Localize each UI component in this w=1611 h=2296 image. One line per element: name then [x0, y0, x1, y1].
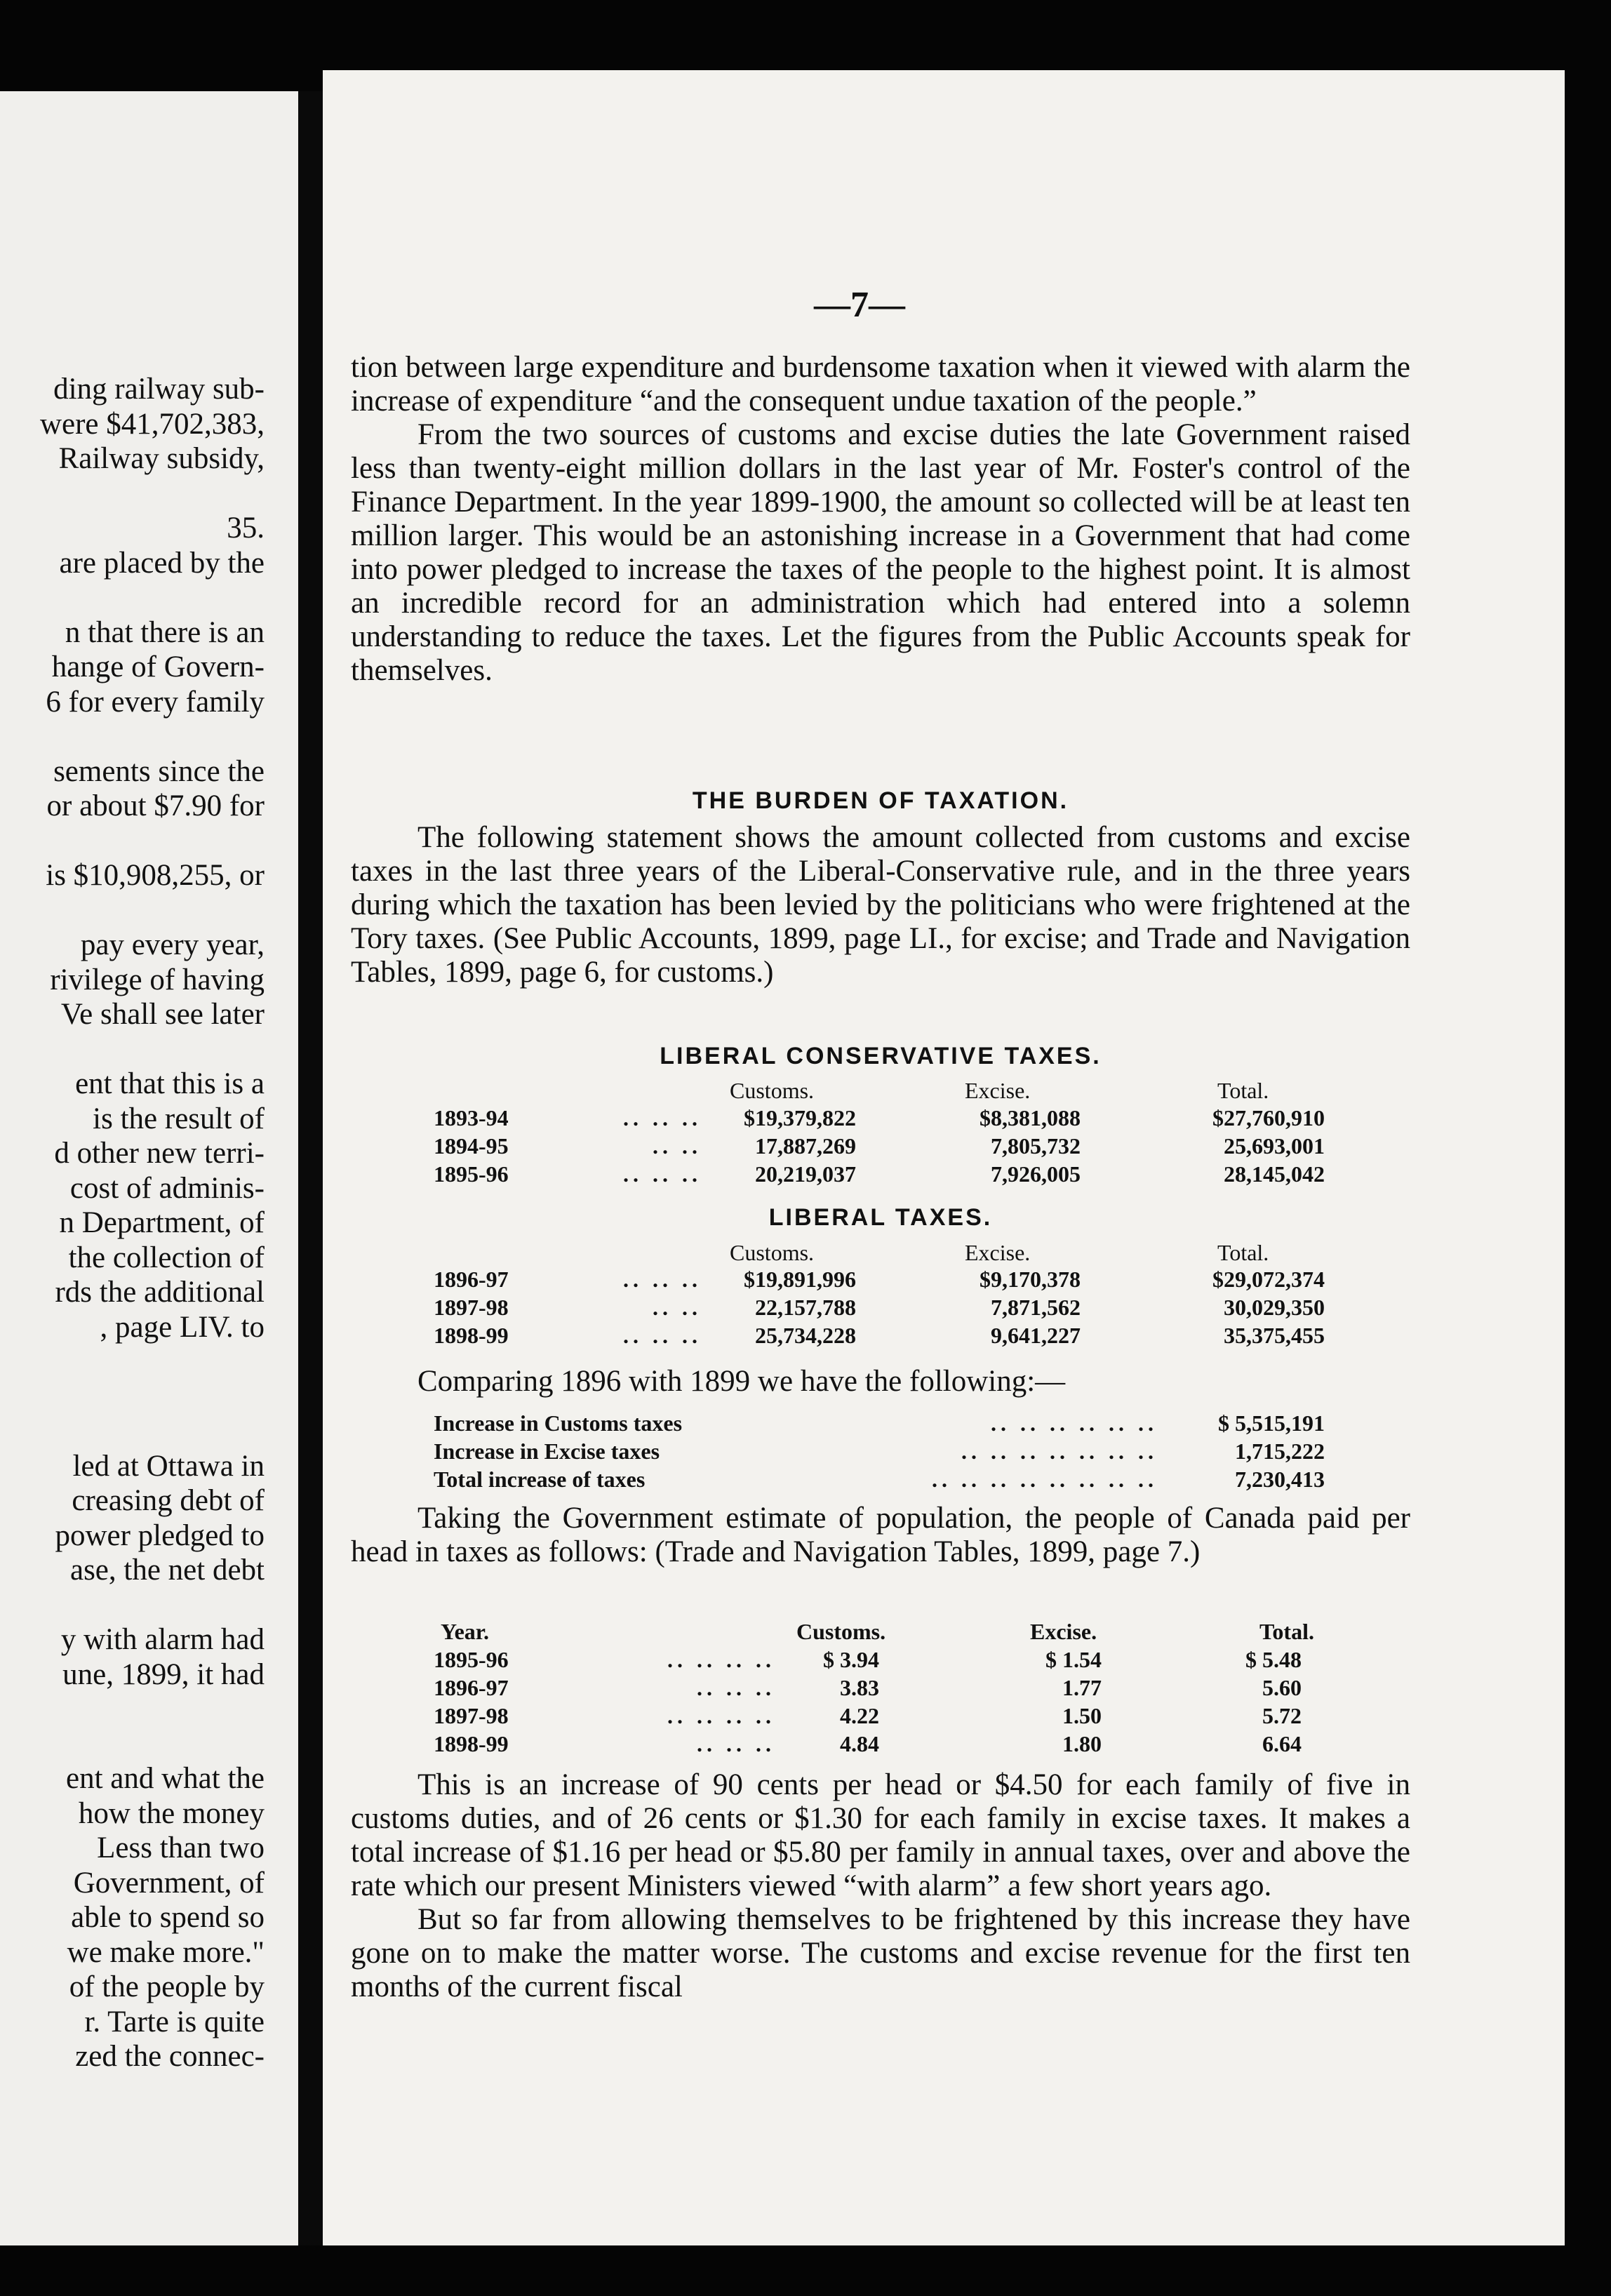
paragraph-continuation: tion between large expenditure and burdensome taxation when it viewed with alarm the increase of expenditure “and the consequent undue taxation of the people.” [351, 351, 1410, 418]
total-cell: $ 5.48 [1245, 1647, 1302, 1672]
left-page-line: of the people by [69, 1970, 265, 2003]
table-row [0, 1321, 1611, 1349]
table-row [0, 1132, 1611, 1160]
leader-dots: .. .. [653, 1295, 702, 1320]
leader-dots: .. .. .. [697, 1675, 775, 1700]
column-header-excise: Excise. [965, 1240, 1031, 1265]
compare-line: Comparing 1896 with 1899 we have the following:— [417, 1365, 1066, 1398]
column-header-customs: Customs. [796, 1619, 886, 1644]
leader-dots: .. .. .. [623, 1323, 702, 1348]
leader-dots: .. .. .. .. [667, 1703, 775, 1728]
total-cell: 5.60 [1262, 1675, 1302, 1700]
increase-label: Increase in Customs taxes [434, 1410, 683, 1436]
population-text [351, 1502, 1410, 1569]
table-row [0, 1293, 1611, 1321]
heading-liberal-conservative-taxes: LIBERAL CONSERVATIVE TAXES. [660, 1043, 1102, 1069]
left-page-line: pay every year, [80, 928, 265, 961]
increase-row [0, 1465, 1611, 1493]
excise-cell: 7,926,005 [991, 1161, 1081, 1187]
customs-cell: $19,891,996 [744, 1267, 856, 1292]
increase-value: 1,715,222 [1235, 1439, 1325, 1464]
left-page-line: Railway subsidy, [58, 442, 265, 475]
left-page-line: n Department, of [59, 1206, 265, 1239]
left-page-line: how the money [78, 1796, 265, 1830]
left-page-line: creasing debt of [72, 1484, 265, 1517]
column-header-year: Year. [441, 1619, 490, 1644]
left-page-line: sements since the [53, 754, 265, 788]
year-cell: 1894-95 [434, 1133, 509, 1159]
total-cell: 30,029,350 [1224, 1295, 1325, 1320]
intro-text [351, 351, 1410, 688]
excise-cell: 7,805,732 [991, 1133, 1081, 1159]
table-row [0, 1702, 1611, 1730]
left-page-line: hange of Govern- [51, 650, 265, 683]
year-cell: 1896-97 [434, 1267, 509, 1292]
left-page-line: r. Tarte is quite [84, 2005, 265, 2038]
left-page-line: ase, the net debt [69, 1554, 265, 1587]
paragraph-population: Taking the Government estimate of population, the people of Canada paid per head in taxes as follows: (Trade and Navigation Tables, 1899, page 7.) [351, 1502, 1410, 1568]
column-header-total: Total. [1217, 1078, 1269, 1103]
customs-cell: 25,734,228 [755, 1323, 856, 1348]
left-page-line: we make more." [67, 1935, 265, 1969]
heading-liberal-taxes: LIBERAL TAXES. [768, 1204, 993, 1231]
customs-cell: 4.22 [840, 1703, 879, 1728]
left-page-line: is $10,908,255, or [46, 859, 265, 892]
left-page-line: ent that this is a [75, 1067, 265, 1100]
left-page-line: the collection of [68, 1241, 265, 1274]
heading-burden-of-taxation: THE BURDEN OF TAXATION. [692, 787, 1069, 814]
total-cell: $29,072,374 [1212, 1267, 1325, 1292]
year-cell: 1895-96 [434, 1161, 509, 1187]
increase-label: Total increase of taxes [434, 1467, 646, 1492]
year-cell: 1895-96 [434, 1647, 509, 1672]
table-row [0, 1160, 1611, 1188]
leader-dots: .. .. .. [623, 1105, 702, 1130]
page-number: —7— [814, 285, 905, 325]
statement-text [351, 821, 1410, 989]
left-page-line: n that there is an [65, 615, 265, 649]
table-row [0, 1265, 1611, 1293]
year-cell: 1897-98 [434, 1295, 509, 1320]
paragraph-statement: The following statement shows the amount collected from customs and excise taxes in the last three years of the Liberal-Conservative rule, and in the three years during which the taxation has been levied by the politicians who were frightened at the Tory taxes. (See Public Accounts, 1899, page LI., for excise; and Trade and Navigation Tables, 1899, page 6, for customs.) [351, 821, 1410, 989]
excise-cell: 1.50 [1062, 1703, 1102, 1728]
left-page-line: is the result of [93, 1102, 265, 1135]
left-page-line: 6 for every family [46, 685, 265, 719]
leader-dots: .. .. .. [623, 1267, 702, 1292]
customs-cell: 4.84 [840, 1731, 879, 1756]
leader-dots: .. .. [653, 1133, 702, 1159]
column-header-total: Total. [1217, 1240, 1269, 1265]
left-page-line: ent and what the [66, 1762, 265, 1795]
column-header-customs: Customs. [730, 1240, 815, 1265]
customs-cell: 17,887,269 [755, 1133, 856, 1159]
excise-cell: 1.77 [1062, 1675, 1102, 1700]
leader-dots: .. .. .. .. .. .. .. [961, 1439, 1158, 1464]
left-page-line: y with alarm had [60, 1623, 265, 1656]
left-page-line: able to spend so [71, 1901, 265, 1934]
left-page-line: are placed by the [59, 546, 265, 580]
customs-cell: 22,157,788 [755, 1295, 856, 1320]
left-page-line: rds the additional [55, 1276, 265, 1309]
leader-dots: .. .. .. .. .. .. .. .. [932, 1467, 1158, 1492]
table-header-row [0, 1076, 1611, 1104]
closing-text [351, 1768, 1410, 2004]
customs-cell: 3.83 [840, 1675, 879, 1700]
table-row [0, 1646, 1611, 1674]
increase-value: 7,230,413 [1235, 1467, 1325, 1492]
total-cell: 25,693,001 [1224, 1133, 1325, 1159]
year-cell: 1898-99 [434, 1731, 509, 1756]
table-header-row [0, 1617, 1611, 1646]
total-cell: 5.72 [1262, 1703, 1302, 1728]
left-page-line: 35. [227, 512, 265, 545]
left-page-line: Government, of [73, 1866, 265, 1900]
left-page-line: Ve shall see later [60, 998, 265, 1031]
total-cell: 6.64 [1262, 1731, 1302, 1756]
table-header-row [0, 1239, 1611, 1267]
left-page-line: led at Ottawa in [72, 1449, 265, 1483]
leader-dots: .. .. .. [623, 1161, 702, 1187]
excise-cell: 1.80 [1062, 1731, 1102, 1756]
excise-cell: $ 1.54 [1045, 1647, 1102, 1672]
year-cell: 1898-99 [434, 1323, 509, 1348]
increase-row [0, 1409, 1611, 1437]
left-page-line: power pledged to [55, 1519, 265, 1552]
year-cell: 1896-97 [434, 1675, 509, 1700]
paragraph-increase: This is an increase of 90 cents per head or $4.50 for each family of five in customs duties, and of 26 cents or $1.30 for each family in excise taxes. It makes a total increase of $1.16 per head or $5.80 per family in annual taxes, over and above the rate which our present Ministers viewed “with alarm” a few short years ago. [351, 1768, 1410, 1902]
left-page-line: were $41,702,383, [39, 407, 265, 441]
excise-cell: 7,871,562 [991, 1295, 1081, 1320]
leader-dots: .. .. .. [697, 1731, 775, 1756]
table-row [0, 1730, 1611, 1758]
table-row [0, 1104, 1611, 1132]
column-header-total: Total. [1259, 1619, 1314, 1644]
left-page-line: rivilege of having [50, 963, 265, 996]
total-cell: 35,375,455 [1224, 1323, 1325, 1348]
leader-dots: .. .. .. .. .. .. [991, 1410, 1158, 1436]
increase-value: $ 5,515,191 [1218, 1410, 1325, 1436]
year-cell: 1897-98 [434, 1703, 509, 1728]
left-page-line: zed the connec- [75, 2040, 265, 2073]
paragraph-frightened: But so far from allowing themselves to be frightened by this increase they have gone on to make the matter worse. The customs and excise revenue for the first ten months of the current fiscal [351, 1903, 1410, 2003]
increase-row [0, 1437, 1611, 1465]
column-header-excise: Excise. [965, 1078, 1031, 1103]
left-page-line: d other new terri- [54, 1137, 265, 1170]
left-page-line: Less than two [97, 1831, 265, 1864]
compare-text [351, 1365, 1410, 1399]
total-cell: 28,145,042 [1224, 1161, 1325, 1187]
leader-dots: .. .. .. .. [667, 1647, 775, 1672]
customs-cell: $ 3.94 [823, 1647, 879, 1672]
left-page-line: , page LIV. to [100, 1310, 265, 1344]
left-page-line: cost of adminis- [69, 1171, 265, 1205]
paragraph-customs-excise: From the two sources of customs and excise duties the late Government raised less than twenty-eight million dollars in the last year of Mr. Foster's control of the Finance Department. In the year 1899-1900, the amount so collected will be at least ten million larger. This would be an astonishing increase in a Government that had come into power pledged to increase the taxes of the people to the highest point. It is almost an incredible record for an administration which had entered into a solemn understanding to reduce the taxes. Let the figures from the Public Accounts speak for themselves. [351, 418, 1410, 687]
excise-cell: $9,170,378 [980, 1267, 1081, 1292]
excise-cell: 9,641,227 [991, 1323, 1081, 1348]
column-header-customs: Customs. [730, 1078, 815, 1103]
increase-label: Increase in Excise taxes [434, 1439, 660, 1464]
excise-cell: $8,381,088 [980, 1105, 1081, 1130]
total-cell: $27,760,910 [1212, 1105, 1325, 1130]
left-page-line: ding railway sub- [53, 373, 265, 406]
year-cell: 1893-94 [434, 1105, 509, 1130]
left-page-line: une, 1899, it had [62, 1657, 265, 1691]
table-row [0, 1674, 1611, 1702]
left-page-line: or about $7.90 for [46, 789, 265, 822]
customs-cell: $19,379,822 [744, 1105, 856, 1130]
column-header-excise: Excise. [1030, 1619, 1097, 1644]
customs-cell: 20,219,037 [755, 1161, 856, 1187]
